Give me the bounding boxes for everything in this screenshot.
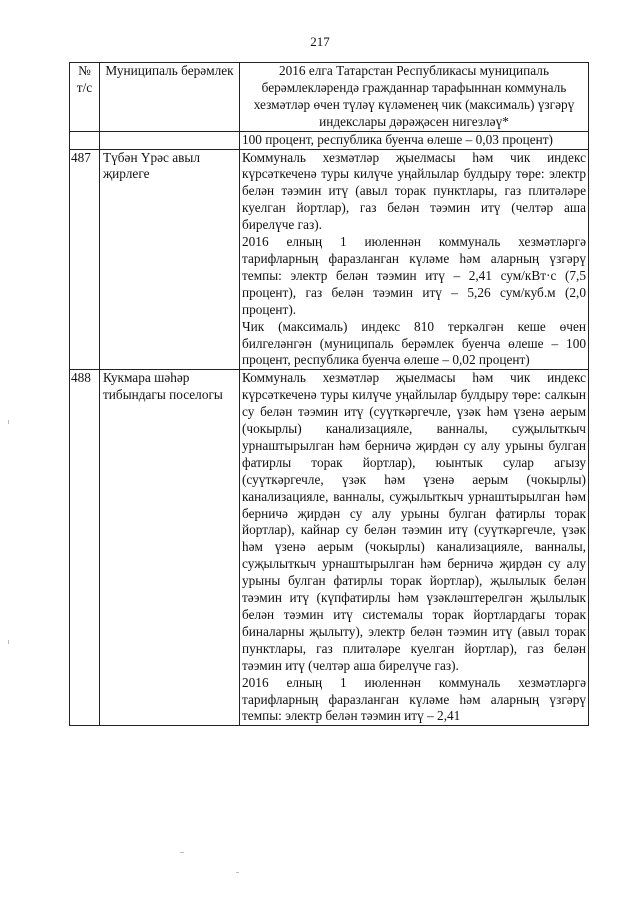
row-number: 488	[70, 370, 100, 726]
page-number: 217	[310, 34, 330, 49]
row-municipality: Кукмара шәһәр тибындагы поселогы	[100, 370, 240, 726]
header-municipality: Муниципаль берәмлек	[100, 63, 240, 132]
header-description: 2016 елга Татарстан Республикасы муниципаль берәмлекләрендә гражданнар тарафыннан коммуналь хезмәтләр өчен түләү күләменең чик (максималь) үзгәрү индекслары дәрәҗәсен нигезләү*	[240, 63, 589, 132]
row-description	[240, 149, 589, 370]
scan-mark	[8, 640, 9, 644]
row-number: 487	[70, 149, 100, 370]
row-paragraph: Коммуналь хезмәтләр җыелмасы һәм чик индекс күрсәткеченә туры килүче уңайлылар булдыру төре: салкын су белән тәэмин итү (суүткәргечле, үзәк һәм үзенә аерым (чокырлы) канализацияле, ванналы, суҗылыткыч урнаштырылган һәм берничә җирдән су алу урыны булган фатирлы торак йортлар), юынтык сулар агызу (суүткәргечле, үзәк һәм үзенә аерым (чокырлы) канализацияле, ванналы, суҗылыткыч урнаштырылган һәм берничә җирдән су алу урыны булган фатирлы торак йортлар), кайнар су белән тәэмин итү (суүткәргечле, үзәк һәм үзенә аерым (чокырлы) канализацияле, ванналы, суҗылыткыч урнаштырылган һәм берничә җирдән су алу урыны булган фатирлы торак йортлар), җылылык белән тәэмин итү (күпфатирлы һәм үзәкләштерелгән җылылык белән тәэмин итү системалы торак йортлардагы торак биналарны җылыту), электр белән тәэмин итү (авыл торак пунктлары, газ плитәләре куелган йортлар), газ белән тәэмин итү (челтәр аша бирелүче газ).	[242, 370, 586, 673]
scan-mark	[8, 420, 9, 424]
continuation-description-cell	[240, 131, 589, 149]
row-municipality: Түбән Үрәс авыл җирлеге	[100, 149, 240, 370]
row-paragraph: Чик (максималь) индекс 810 теркәлгән кеше өчен билгеләнгән (муниципаль берәмлек буенча өлеше – 100 процент, республика буенча өлеше – 0,02 процент)	[242, 318, 586, 368]
row-description	[240, 370, 589, 726]
row-paragraph: Коммуналь хезмәтләр җыелмасы һәм чик индекс күрсәткеченә туры килүче уңайлылар булдыру төре: электр белән тәэмин итү (авыл торак пунктлары, газ плитәләре куелган йортлар), газ белән тәэмин итү (челтәр аша бирелүче газ).	[242, 149, 586, 233]
continued-text: 100 процент, республика буенча өлеше – 0,03 процент)	[242, 131, 553, 147]
scan-mark	[180, 852, 184, 853]
row-paragraph: 2016 елның 1 июленнән коммуналь хезмәтләргә тарифларның фаразланган күләме һәм аларның үзгәрү темпы: электр белән тәэмин итү – 2,41	[242, 674, 586, 724]
scan-mark	[236, 872, 239, 873]
continuation-municipality-cell	[100, 131, 240, 149]
header-num: № т/с	[70, 63, 100, 132]
tariff-index-table	[69, 62, 589, 726]
table-row	[70, 370, 589, 726]
table-row	[70, 149, 589, 370]
continuation-num-cell	[70, 131, 100, 149]
table-header-row	[70, 63, 589, 132]
table-row-continuation	[70, 131, 589, 149]
row-paragraph: 2016 елның 1 июленнән коммуналь хезмәтләргә тарифларның фаразланган күләме һәм аларның үзгәрү темпы: электр белән тәэмин итү – 2,41 сум/кВт·с (7,5 процент), газ белән тәэмин итү – 5,26 сум/куб.м (2,0 процент).	[242, 234, 586, 317]
